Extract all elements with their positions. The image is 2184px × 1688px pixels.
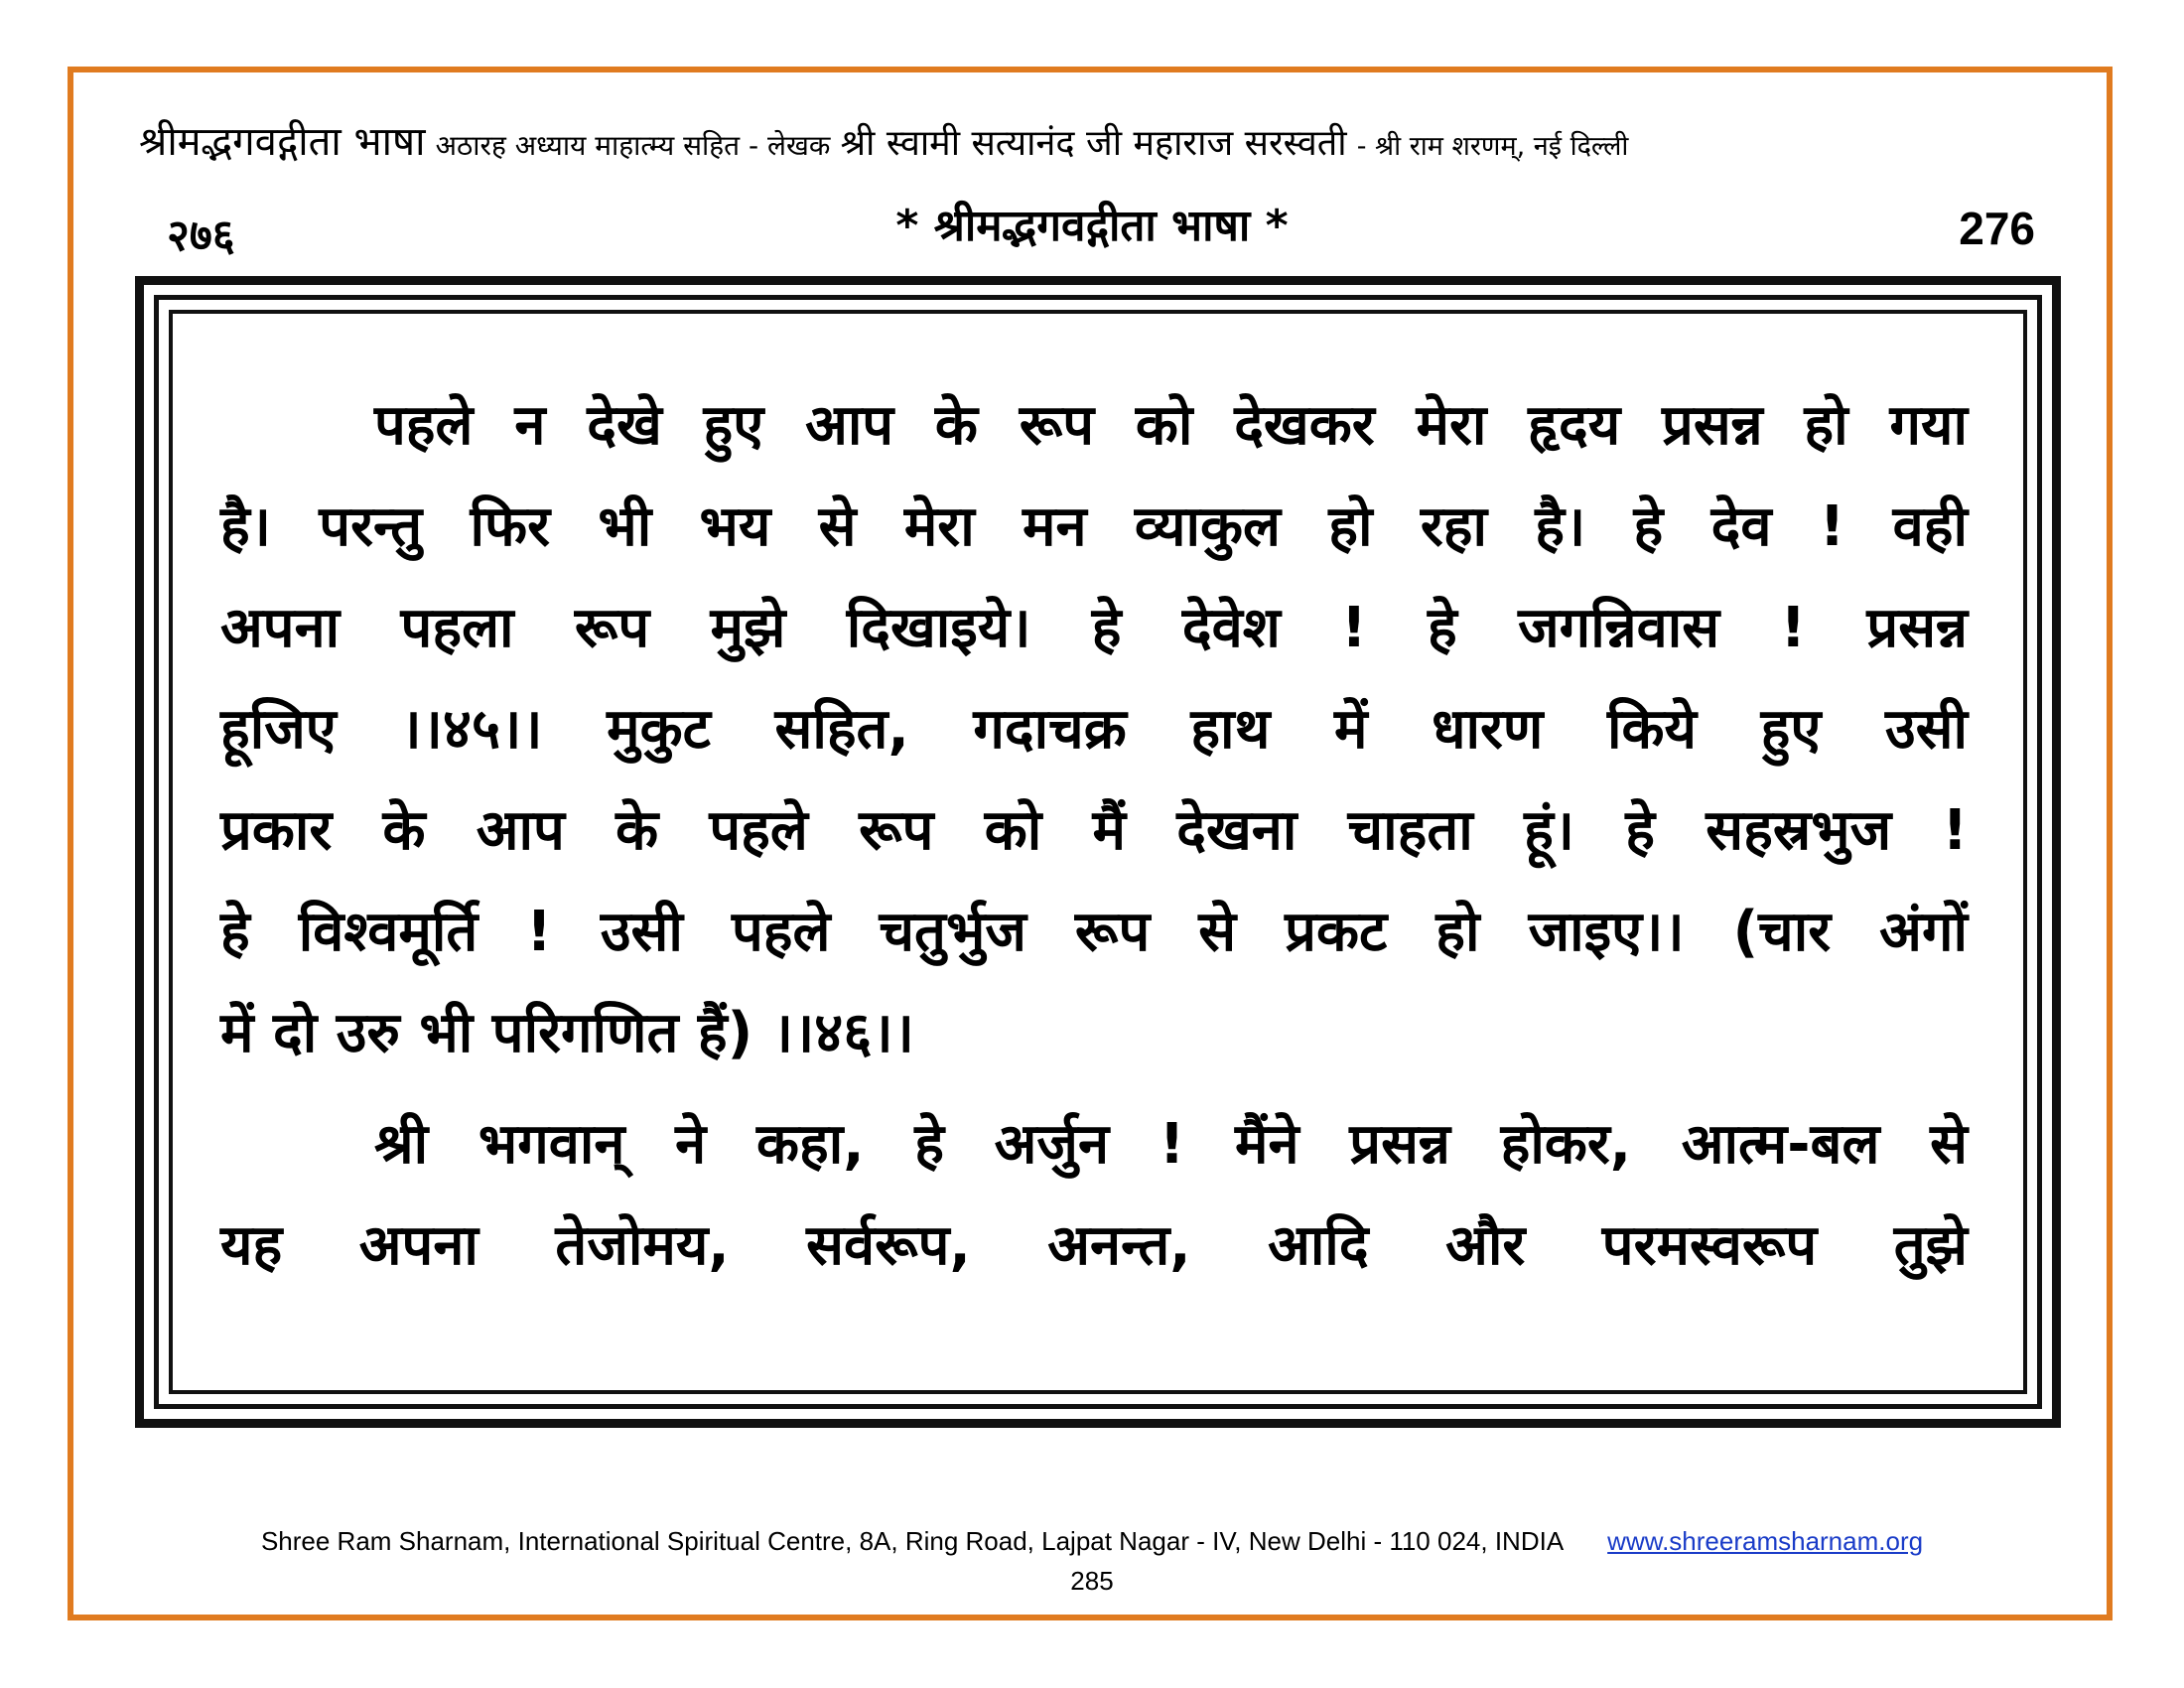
text-line: श्री भगवान् ने कहा, हे अर्जुन ! मैंने प्रसन्न होकर, आत्म-बल से: [374, 1112, 1968, 1177]
footer-address-line: [0, 1521, 2184, 1561]
text-line: यह अपना तेजोमय, सर्वरूप, अनन्त, आदि और परमस्वरूप तुझे: [220, 1213, 1968, 1278]
footer-page-number: 285: [1070, 1566, 1114, 1596]
text-line: पहले न देखे हुए आप के रूप को देखकर मेरा हृदय प्रसन्न हो गया: [374, 393, 1968, 458]
page-number-arabic: 276: [1959, 203, 2035, 254]
text-line: प्रकार के आप के पहले रूप को मैं देखना चाहता हूं। हे सहस्रभुज !: [220, 798, 1968, 863]
page-number-devanagari: २७६: [167, 211, 235, 261]
text-line: हे विश्वमूर्ति ! उसी पहले चतुर्भुज रूप से प्रकट हो जाइए।। (चार अंगों: [220, 900, 1968, 964]
website-link[interactable]: www.shreeramsharnam.org: [1607, 1526, 1924, 1556]
footer-address: Shree Ram Sharnam, International Spiritual Centre, 8A, Ring Road, Lajpat Nagar - IV, New Delhi - 110 024, INDIA: [260, 1526, 1565, 1556]
book-title: श्रीमद्भगवद्गीता भाषा: [139, 119, 426, 165]
text-line: अपना पहला रूप मुझे दिखाइये। हे देवेश ! हे जगन्निवास ! प्रसन्न: [220, 596, 1968, 660]
text-line: हूजिए ।।४५।। मुकुट सहित, गदाचक्र हाथ में धारण किये हुए उसी: [220, 697, 1968, 762]
running-title: * श्रीमद्भगवद्गीता भाषा *: [895, 201, 1289, 251]
text-line: है। परन्तु फिर भी भय से मेरा मन व्याकुल हो रहा है। हे देव ! वही: [220, 494, 1968, 559]
book-author: श्री स्वामी सत्यानंद जी महाराज सरस्वती: [840, 123, 1347, 164]
book-publisher: - श्री राम शरणम्, नई दिल्ली: [1356, 131, 1629, 162]
book-header: [139, 117, 2055, 172]
book-subtitle: अठारह अध्याय माहात्म्य सहित - लेखक: [435, 129, 831, 162]
page-footer: [0, 1521, 2184, 1601]
verse-text: [220, 375, 1968, 1297]
text-line: में दो उरु भी परिगणित हैं) ।।४६।।: [220, 1001, 914, 1065]
